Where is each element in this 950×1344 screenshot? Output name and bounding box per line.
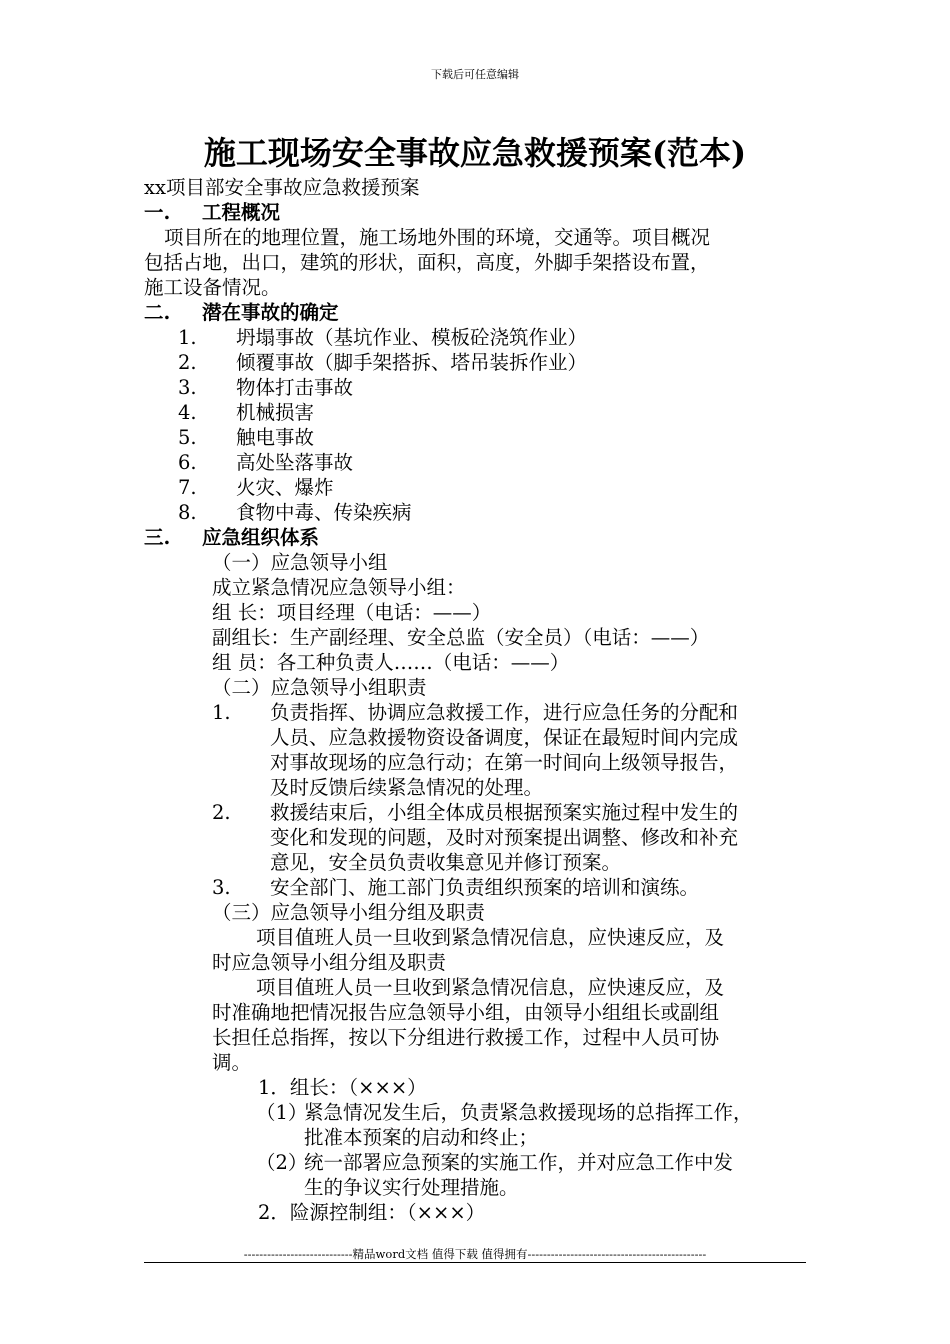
paragraph-line: 副组长：生产副经理、安全总监（安全员）（电话：——） (212, 626, 710, 649)
hazard-control-group-heading: 2．险源控制组：（×××） (258, 1201, 486, 1224)
list-item-number: 2. (212, 801, 231, 824)
list-item-number: 1. (212, 701, 231, 724)
list-item-number: 7. (178, 476, 197, 499)
list-item: 坍塌事故（基坑作业、模板砼浇筑作业） (236, 326, 588, 349)
list-item-number: （1） (256, 1101, 308, 1124)
list-item-number: 3. (178, 376, 197, 399)
list-item: 批准本预案的启动和终止； (304, 1126, 539, 1149)
list-item: 触电事故 (236, 426, 315, 449)
paragraph-line: 长担任总指挥，按以下分组进行救援工作，过程中人员可协 (212, 1026, 720, 1049)
section-1-body-line: 项目所在的地理位置，施工场地外围的环境，交通等。项目概况 (164, 226, 711, 249)
list-item: 高处坠落事故 (236, 451, 354, 474)
list-item-number: 4. (178, 401, 197, 424)
paragraph-line: 时应急领导小组分组及职责 (212, 951, 447, 974)
list-item: 倾覆事故（脚手架搭拆、塔吊装拆作业） (236, 351, 588, 374)
section-1-number: 一. (144, 201, 171, 224)
subsection-heading: （二）应急领导小组职责 (212, 676, 427, 699)
paragraph-line: 成立紧急情况应急领导小组： (212, 576, 466, 599)
list-item: 机械损害 (236, 401, 315, 424)
list-item-number: 1. (178, 326, 197, 349)
list-item: 救援结束后，小组全体成员根据预案实施过程中发生的 (270, 801, 739, 824)
paragraph-line: 项目值班人员一旦收到紧急情况信息，应快速反应，及 (256, 926, 725, 949)
list-item: 物体打击事故 (236, 376, 354, 399)
list-item: 人员、应急救援物资设备调度，保证在最短时间内完成 (270, 726, 739, 749)
list-item: 对事故现场的应急行动；在第一时间向上级领导报告， (270, 751, 739, 774)
section-1-body-line: 施工设备情况。 (144, 276, 281, 299)
paragraph-line: 时准确地把情况报告应急领导小组，由领导小组组长或副组 (212, 1001, 720, 1024)
section-2-number: 二. (144, 301, 171, 324)
section-1-heading: 工程概况 (202, 201, 281, 224)
list-item: 生的争议实行处理措施。 (304, 1176, 519, 1199)
footer-divider (144, 1262, 806, 1263)
list-item: 统一部署应急预案的实施工作，并对应急工作中发 (304, 1151, 734, 1174)
list-item: 意见，安全员负责收集意见并修订预案。 (270, 851, 622, 874)
list-item-number: 8. (178, 501, 197, 524)
section-2-heading: 潜在事故的确定 (202, 301, 339, 324)
group-leader-heading: 1．组长：（×××） (258, 1076, 427, 1099)
list-item: 紧急情况发生后，负责紧急救援现场的总指挥工作， (304, 1101, 753, 1124)
list-item-number: 6. (178, 451, 197, 474)
list-item: 负责指挥、协调应急救援工作，进行应急任务的分配和 (270, 701, 739, 724)
document-title: 施工现场安全事故应急救援预案(范本) (203, 134, 747, 172)
list-item: 及时反馈后续紧急情况的处理。 (270, 776, 544, 799)
section-1-body-line: 包括占地，出口，建筑的形状，面积，高度，外脚手架搭设布置， (144, 251, 710, 274)
subsection-heading: （一）应急领导小组 (212, 551, 388, 574)
paragraph-line: 调。 (212, 1051, 252, 1074)
list-item: 安全部门、施工部门负责组织预案的培训和演练。 (270, 876, 700, 899)
page-footer: ----------------------------精品word文档 值得下载 值得拥有---------------------------------------------- (243, 1247, 707, 1261)
section-3-heading: 应急组织体系 (202, 526, 320, 549)
subsection-heading: （三）应急领导小组分组及职责 (212, 901, 486, 924)
page-header: 下载后可任意编辑 (431, 68, 519, 81)
paragraph-line: 组 长：项目经理（电话：——） (212, 601, 492, 624)
list-item: 火灾、爆炸 (236, 476, 334, 499)
list-item: 变化和发现的问题，及时对预案提出调整、修改和补充 (270, 826, 739, 849)
list-item-number: （2） (256, 1151, 308, 1174)
list-item-number: 5. (178, 426, 197, 449)
list-item: 食物中毒、传染疾病 (236, 501, 412, 524)
document-subtitle: xx项目部安全事故应急救援预案 (144, 176, 420, 199)
list-item-number: 3. (212, 876, 231, 899)
paragraph-line: 组 员：各工种负责人……（电话：——） (212, 651, 570, 674)
list-item-number: 2. (178, 351, 197, 374)
section-3-number: 三. (144, 526, 171, 549)
paragraph-line: 项目值班人员一旦收到紧急情况信息，应快速反应，及 (256, 976, 725, 999)
